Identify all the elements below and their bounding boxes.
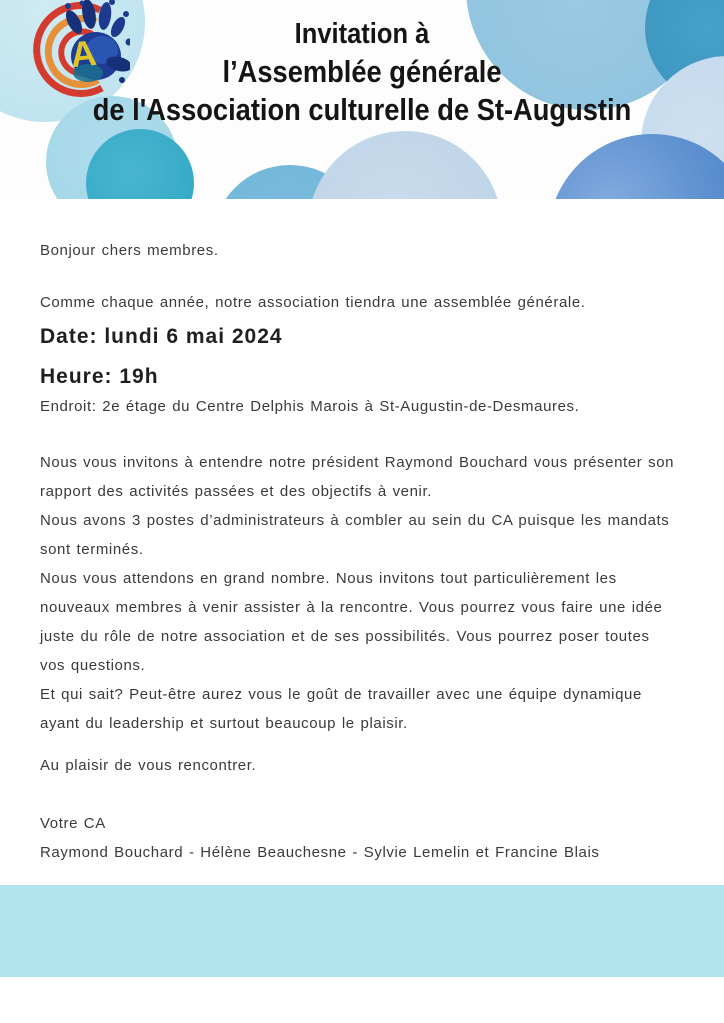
letter-line: ayant du leadership et surtout beaucoup le plaisir.	[40, 715, 408, 732]
watercolor-circle	[548, 134, 724, 199]
logo-letter: A	[68, 31, 99, 76]
intro-text: Comme chaque année, notre association tiendra une assemblée générale.	[40, 294, 586, 311]
closing-text: Au plaisir de vous rencontrer.	[40, 757, 257, 774]
footer-band	[0, 885, 724, 977]
title-line-2: l’Assemblée générale	[222, 54, 502, 89]
letter-line: rapport des activités passées et des objectifs à venir.	[40, 483, 433, 500]
greeting-text: Bonjour chers membres.	[40, 242, 219, 259]
page-title	[43, 15, 680, 129]
letter-line: juste du rôle de notre association et de ses possibilités. Vous pourrez poser toutes	[40, 628, 650, 645]
title-line-1: Invitation à	[294, 18, 430, 50]
signature-names-text: Raymond Bouchard - Hélène Beauchesne - Sylvie Lemelin et Francine Blais	[40, 844, 600, 861]
location-text: Endroit: 2e étage du Centre Delphis Marois à St-Augustin-de-Desmaures.	[40, 398, 580, 415]
letter-body	[40, 199, 696, 867]
signature-title-text: Votre CA	[40, 815, 106, 832]
watercolor-circle	[308, 131, 502, 199]
watercolor-header	[0, 0, 724, 199]
title-line-3: de l'Association culturelle de St-Augustin	[92, 92, 632, 127]
letter-line: Nous vous attendons en grand nombre. Nous invitons tout particulièrement les	[40, 570, 617, 587]
letter-line: Nous avons 3 postes d’administrateurs à combler au sein du CA puisque les mandats	[40, 512, 670, 529]
letter-line: vos questions.	[40, 657, 146, 674]
letter-line: sont terminés.	[40, 541, 144, 558]
date-text: Date: lundi 6 mai 2024	[40, 325, 283, 348]
time-text: Heure: 19h	[40, 365, 159, 388]
letter-line: Nous vous invitons à entendre notre président Raymond Bouchard vous présenter son	[40, 454, 675, 471]
letter-line: nouveaux membres à venir assister à la rencontre. Vous pourrez vous faire une idée	[40, 599, 663, 616]
letter-line: Et qui sait? Peut-être aurez vous le goût de travailler avec une équipe dynamique	[40, 686, 642, 703]
main-paragraphs	[40, 448, 696, 738]
